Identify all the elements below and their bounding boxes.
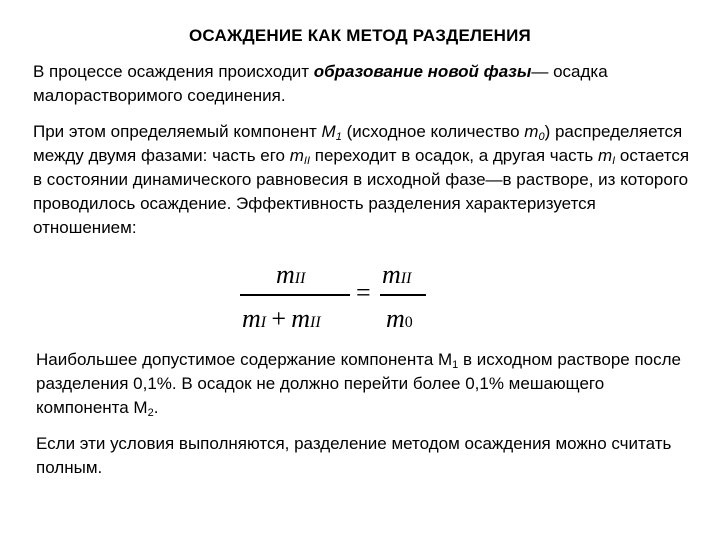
- efficiency-formula: [232, 256, 442, 340]
- symbol-mII: [290, 146, 310, 165]
- left-num-sub: II: [294, 270, 306, 287]
- limits-text-1: Наибольшее допустимое содержание компонента М: [36, 350, 453, 369]
- symbol-M1: [322, 122, 342, 141]
- right-den-m: m: [386, 304, 405, 333]
- symbol-m0: [524, 122, 544, 141]
- right-num-sub: II: [400, 270, 412, 287]
- limits-sub-2: 2: [147, 407, 154, 419]
- right-numerator: [382, 260, 411, 290]
- intro-text-a: В процессе осаждения происходит: [33, 62, 314, 81]
- intro-emphasis: образование новой фазы: [313, 62, 532, 81]
- limits-text-3: .: [153, 398, 159, 417]
- left-denominator: [242, 304, 321, 334]
- symbol-mI-base: m: [597, 146, 613, 165]
- dist-text-2: (исходное количество: [341, 122, 525, 141]
- left-den-m1: m: [242, 304, 261, 333]
- slide-title: ОСАЖДЕНИЕ КАК МЕТОД РАЗДЕЛЕНИЯ: [189, 26, 531, 45]
- plus-sign: +: [271, 304, 286, 333]
- symbol-M1-sub: 1: [335, 131, 342, 143]
- paragraph-limits: [36, 348, 696, 420]
- limits-text-2: в исходном растворе после разделения 0,1%. В осадок не должно перейти более 0,1% мешающего компонента М: [36, 350, 681, 417]
- right-denominator: [386, 304, 413, 334]
- symbol-mI: [598, 146, 615, 165]
- symbol-mI-sub: I: [612, 155, 616, 167]
- paragraph-conclusion: Если эти условия выполняются, разделение методом осаждения можно считать полным.: [36, 434, 672, 477]
- symbol-m0-base: m: [524, 122, 539, 141]
- left-num-m: m: [276, 260, 295, 289]
- left-den-sub2: II: [310, 314, 321, 331]
- limits-sub-1: 1: [452, 359, 459, 371]
- right-num-m: m: [382, 260, 401, 289]
- symbol-mII-sub: II: [303, 155, 311, 167]
- paragraph-intro: [33, 60, 693, 108]
- equals-sign: =: [356, 278, 371, 307]
- right-fraction-bar: [380, 294, 426, 296]
- dist-text-4: переходит в осадок, а другая часть: [310, 146, 598, 165]
- left-den-m2: m: [291, 304, 310, 333]
- dist-text-3: ) распределяется между двумя фазами: часть его: [33, 122, 683, 165]
- symbol-mII-base: m: [289, 146, 304, 165]
- right-den-sub: 0: [404, 314, 413, 331]
- paragraph-distribution: [33, 120, 693, 240]
- left-den-sub1: I: [260, 314, 267, 331]
- intro-text-b: — осадка малорастворимого соединения.: [33, 62, 608, 105]
- left-numerator: [276, 260, 305, 290]
- dist-text-1: При этом определяемый компонент: [33, 122, 322, 141]
- left-fraction-bar: [240, 294, 350, 296]
- symbol-M1-base: М: [321, 122, 336, 141]
- dist-text-5: остается в состоянии динамического равновесия в исходной фазе—в растворе, из которого проводилось осаждение. Эффективность разделения характеризуется отношением:: [33, 146, 690, 237]
- symbol-m0-sub: 0: [538, 131, 545, 143]
